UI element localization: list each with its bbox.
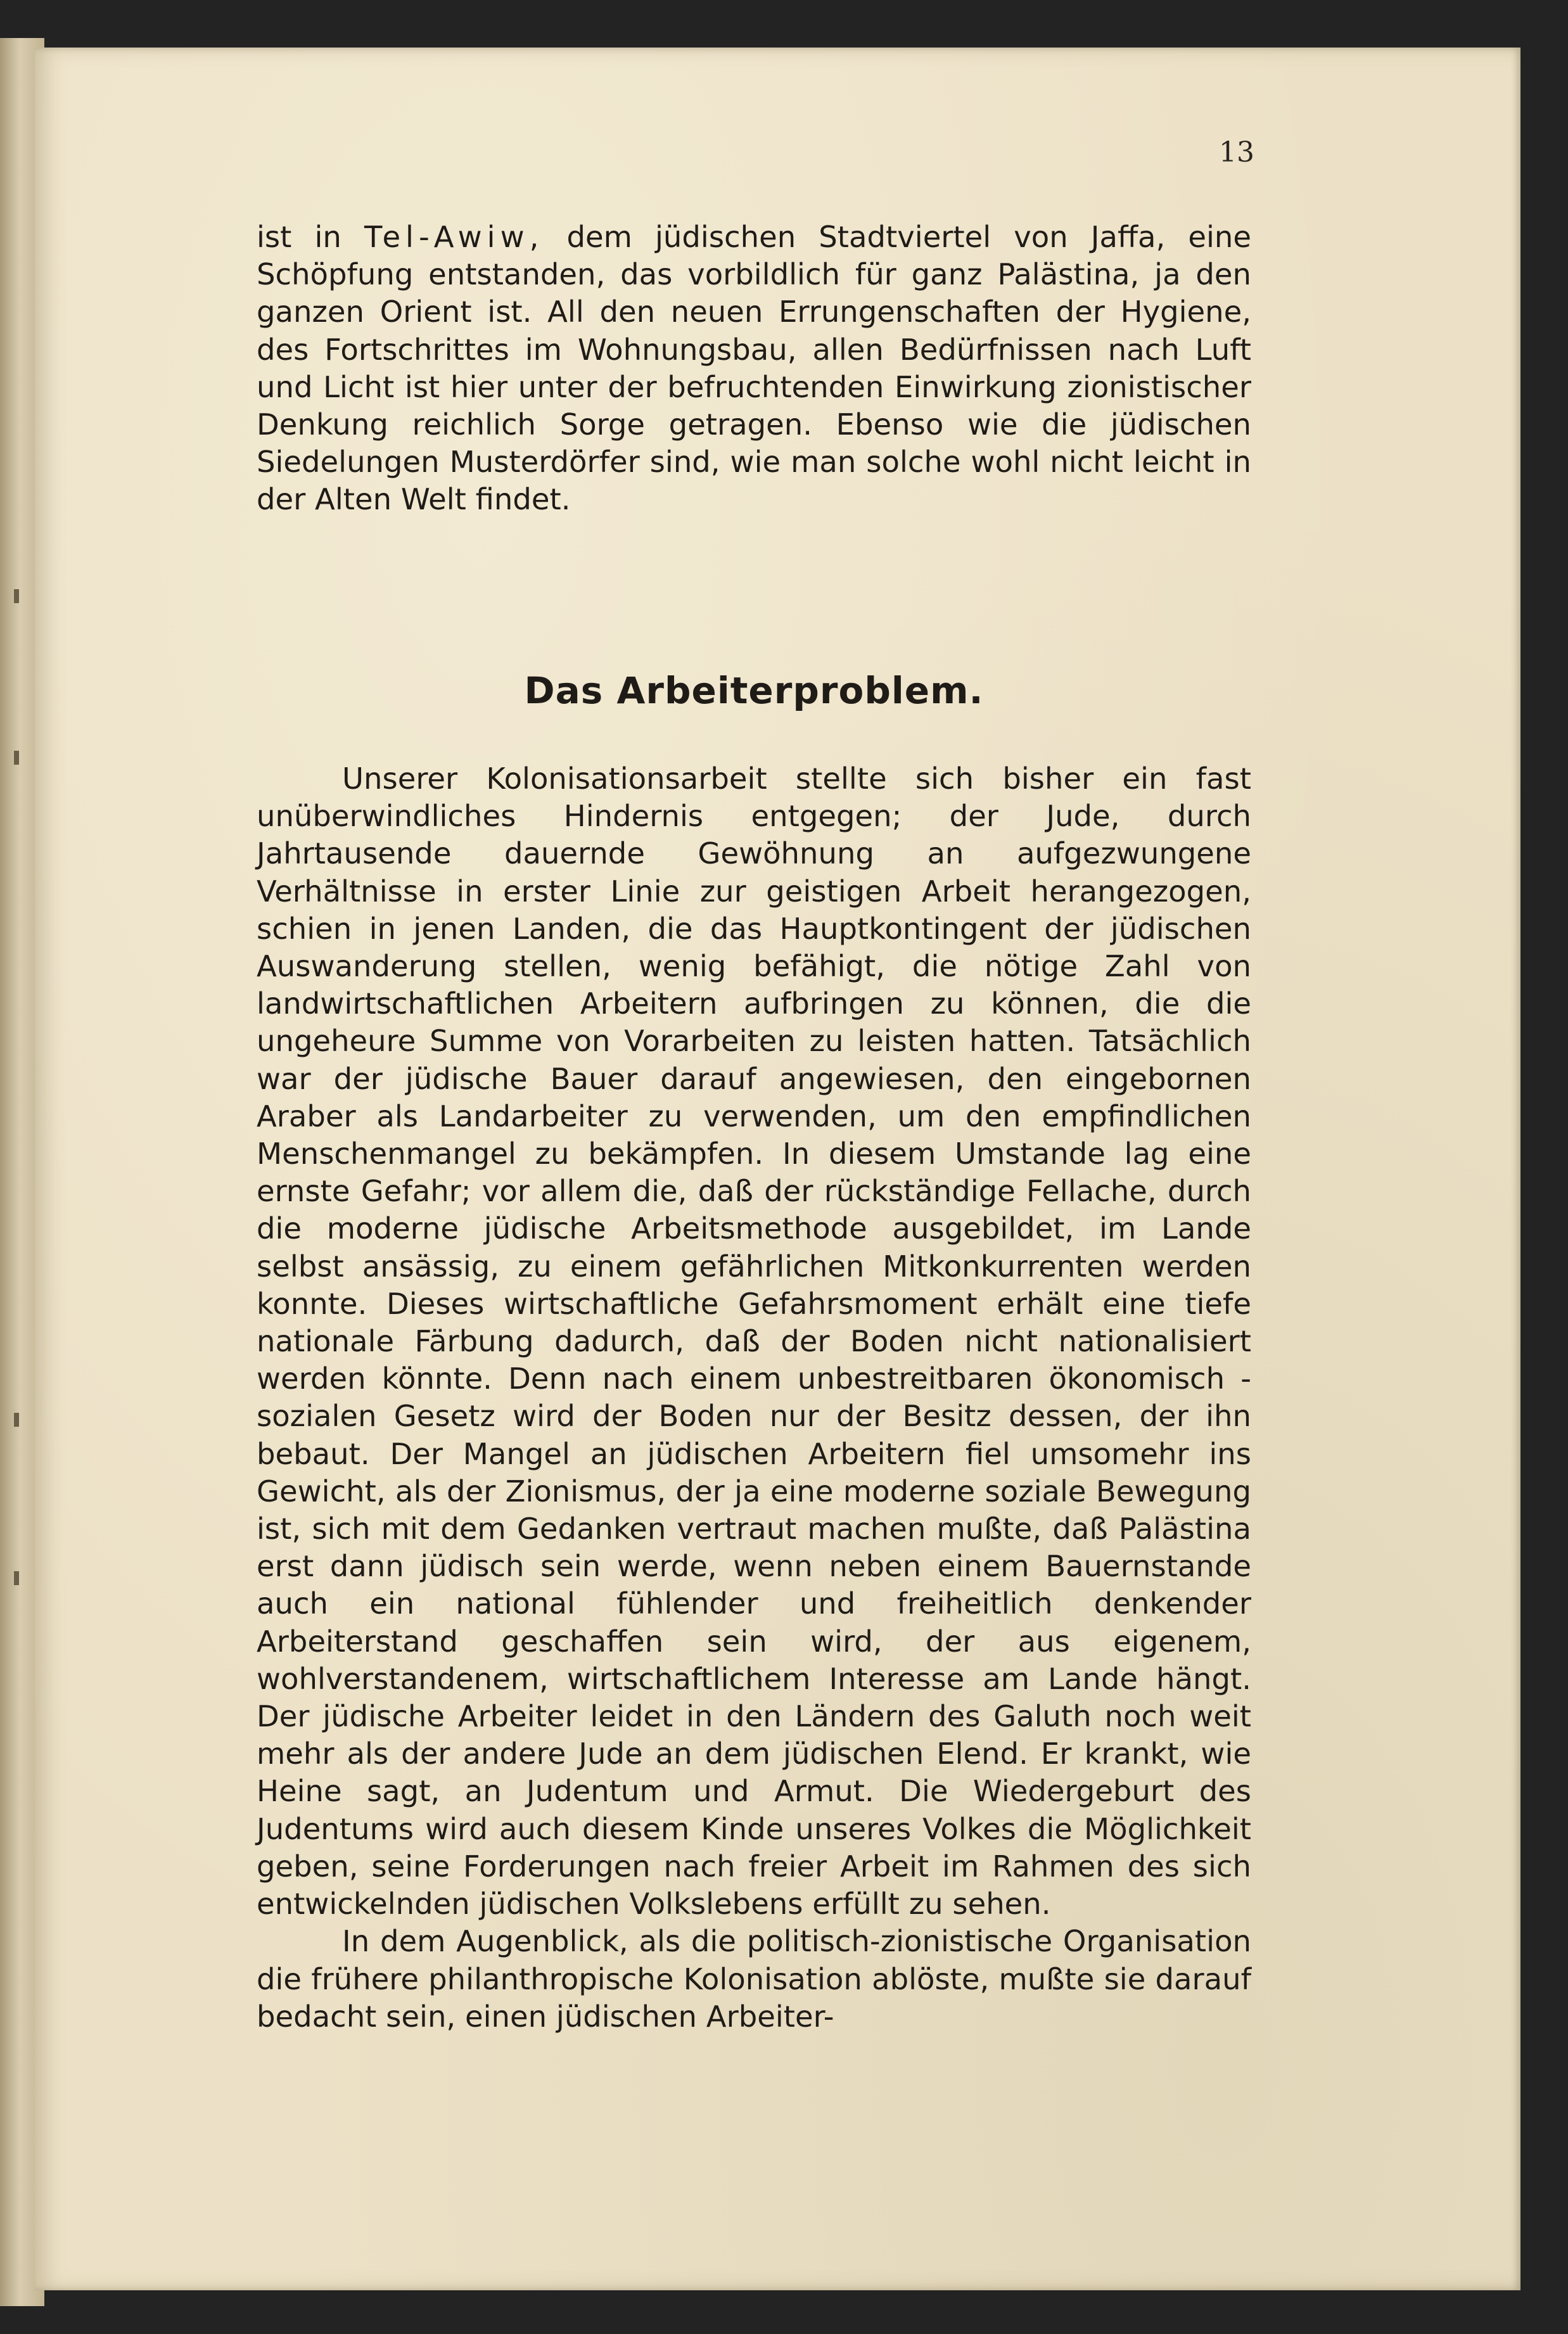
intro-paragraph-block [257, 219, 1251, 519]
binding-thread-mark [14, 1571, 19, 1585]
binding-thread-mark [14, 751, 19, 765]
body-text-block [257, 760, 1251, 2036]
place-name-spaced: Tel-Awiw, [364, 220, 544, 254]
body-paragraph-2: In dem Augenblick, als die politisch-zionistische Organisation die frühere philanthropische Kolonisation ablöste, mußte sie darauf bedacht sein, einen jüdischen Arbeiter- [257, 1924, 1251, 2034]
section-heading: Das Arbeiterproblem. [524, 669, 984, 712]
intro-text: dem jüdischen Stadtviertel von Jaffa, eine Schöpfung entstanden, das vorbildlich für ganz Palästina, ja den ganzen Orient ist. All den neuen Errungenschaften der Hygiene, des Fortschrittes im Wohnungsbau, allen Bedürfnissen nach Luft und Licht ist hier unter der befruchtenden Einwirkung zionistischer Denkung reichlich Sorge getragen. Ebenso wie die jüdischen Siedelungen Musterdörfer sind, wie man solche wohl nicht leicht in der Alten Welt findet. [257, 220, 1251, 517]
binding-thread-mark [14, 589, 19, 603]
page-number: 13 [1219, 136, 1254, 169]
intro-prefix: ist in [257, 220, 364, 254]
body-paragraph-1: Unserer Kolonisationsarbeit stellte sich bisher ein fast unüberwindliches Hindernis entgegen; der Jude, durch Jahrtausende dauernde Gewöhnung an aufgezwungene Verhältnisse in erster Linie zur geistigen Arbeit herangezogen, schien in jenen Landen, die das Hauptkontingent der jüdischen Auswanderung stellen, wenig befähigt, die nötige Zahl von landwirtschaftlichen Arbeitern aufbringen zu können, die die ungeheure Summe von Vorarbeiten zu leisten hatten. Tatsächlich war der jüdische Bauer darauf angewiesen, den eingebornen Araber als Landarbeiter zu verwenden, um den empfindlichen Menschenmangel zu bekämpfen. In diesem Umstande lag eine ernste Gefahr; vor allem die, daß der rückständige Fellache, durch die moderne jüdische Arbeitsmethode ausgebildet, im Lande selbst ansässig, zu einem gefährlichen Mitkonkurrenten werden konnte. Dieses wirtschaftliche Gefahrsmoment erhält eine tiefe nationale Färbung dadurch, daß der Boden nicht nationalisiert werden könnte. Denn nach einem unbestreitbaren ökonomisch - sozialen Gesetz wird der Boden nur der Besitz dessen, der ihn bebaut. Der Mangel an jüdischen Arbeitern fiel umsomehr ins Gewicht, als der Zionismus, der ja eine moderne soziale Bewegung ist, sich mit dem Gedanken vertraut machen mußte, daß Palästina erst dann jüdisch sein werde, wenn neben einem Bauernstande auch ein national fühlender und freiheitlich denkender Arbeiterstand geschaffen sein wird, der aus eigenem, wohlverstandenem, wirtschaftlichem Interesse am Lande hängt. Der jüdische Arbeiter leidet in den Ländern des Galuth noch weit mehr als der andere Jude an dem jüdischen Elend. Er krankt, wie Heine sagt, an Judentum und Armut. Die Wiedergeburt des Judentums wird auch diesem Kinde unseres Volkes die Möglichkeit geben, seine Forderungen nach freier Arbeit im Rahmen des sich entwickelnden jüdischen Volkslebens erfüllt zu sehen. [257, 762, 1251, 1922]
intro-paragraph [257, 219, 1251, 519]
binding-thread-mark [14, 1413, 19, 1427]
